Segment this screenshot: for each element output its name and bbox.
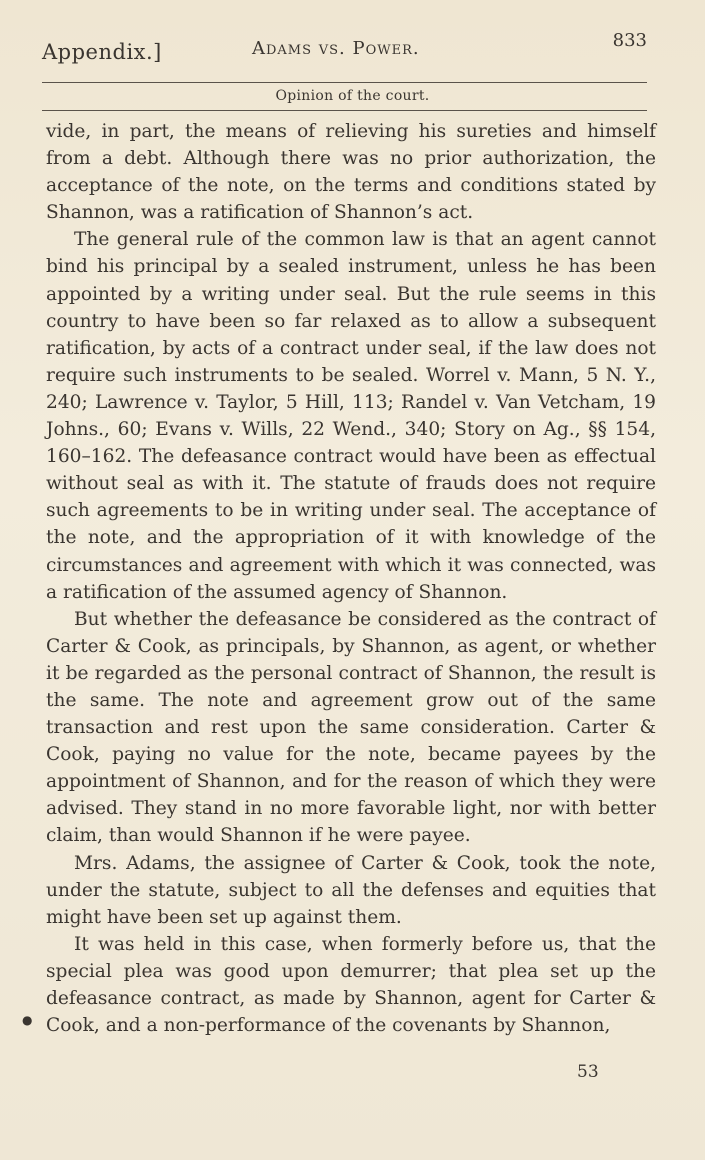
paragraph: It was held in this case, when formerly before us, that the special plea was good upon demurrer; that plea set up the defeasance contract, as made by Shannon, agent for Carter & Cook, and a non-performance of the covenants by Shannon, (46, 933, 656, 1037)
paragraph: The general rule of the common law is that an agent cannot bind his principal by a sealed instrument, unless he has been appointed by a writing under seal. But the rule seems in this country to have been so far relaxed as to allow a subsequent ratification, by acts of a contract under seal, if the law does not require such instruments to be sealed. Worrel v. Mann, 5 N. Y., 240; Lawrence v. Taylor, 5 Hill, 113; Randel v. Van Vetcham, 19 Johns., 60; Evans v. Wills, 22 Wend., 340; Story on Ag., §§ 154, 160–162. The defeasance contract would have been as effectual without seal as with it. The statute of frauds does not require such agreements to be in writing under seal. The acceptance of the note, and the appropriation of it with knowledge of the circumstances and agreement with which it was connected, was a ratification of the assumed agency of Shannon. (46, 229, 656, 603)
header-case-title: Adams vs. Power. (252, 38, 420, 59)
page-number: 833 (612, 30, 647, 51)
header-rule-bottom (42, 110, 647, 111)
subheader: Opinion of the court. (275, 88, 430, 104)
paragraph: Mrs. Adams, the assignee of Carter & Cook, took the note, under the statute, subject to all the defenses and equities that might have been set up against them. (46, 852, 656, 928)
margin-mark: ● (22, 1013, 33, 1027)
paragraph: vide, in part, the means of relieving his sureties and himself from a debt. Although there was no prior authorization, the acceptance of the note, on the terms and conditions stated by Shannon, was a ratification of Shannon’s act. (46, 121, 656, 224)
running-header (42, 30, 647, 70)
header-rule-top (42, 82, 647, 83)
paragraph: But whether the defeasance be considered as the contract of Carter & Cook, as principals, by Shannon, as agent, or whether it be regarded as the personal contract of Shannon, the result is the same. The note and agreement grow out of the same transaction and rest upon the same consideration. Carter & Cook, paying no value for the note, became payees by the appointment of Shannon, and for the reason of which they were advised. They stand in no more favorable light, nor with better claim, than would Shannon if he were payee. (46, 608, 656, 847)
header-section-label: Appendix.] (42, 40, 162, 64)
body-text (46, 118, 656, 1039)
signature-mark: 53 (577, 1062, 599, 1082)
